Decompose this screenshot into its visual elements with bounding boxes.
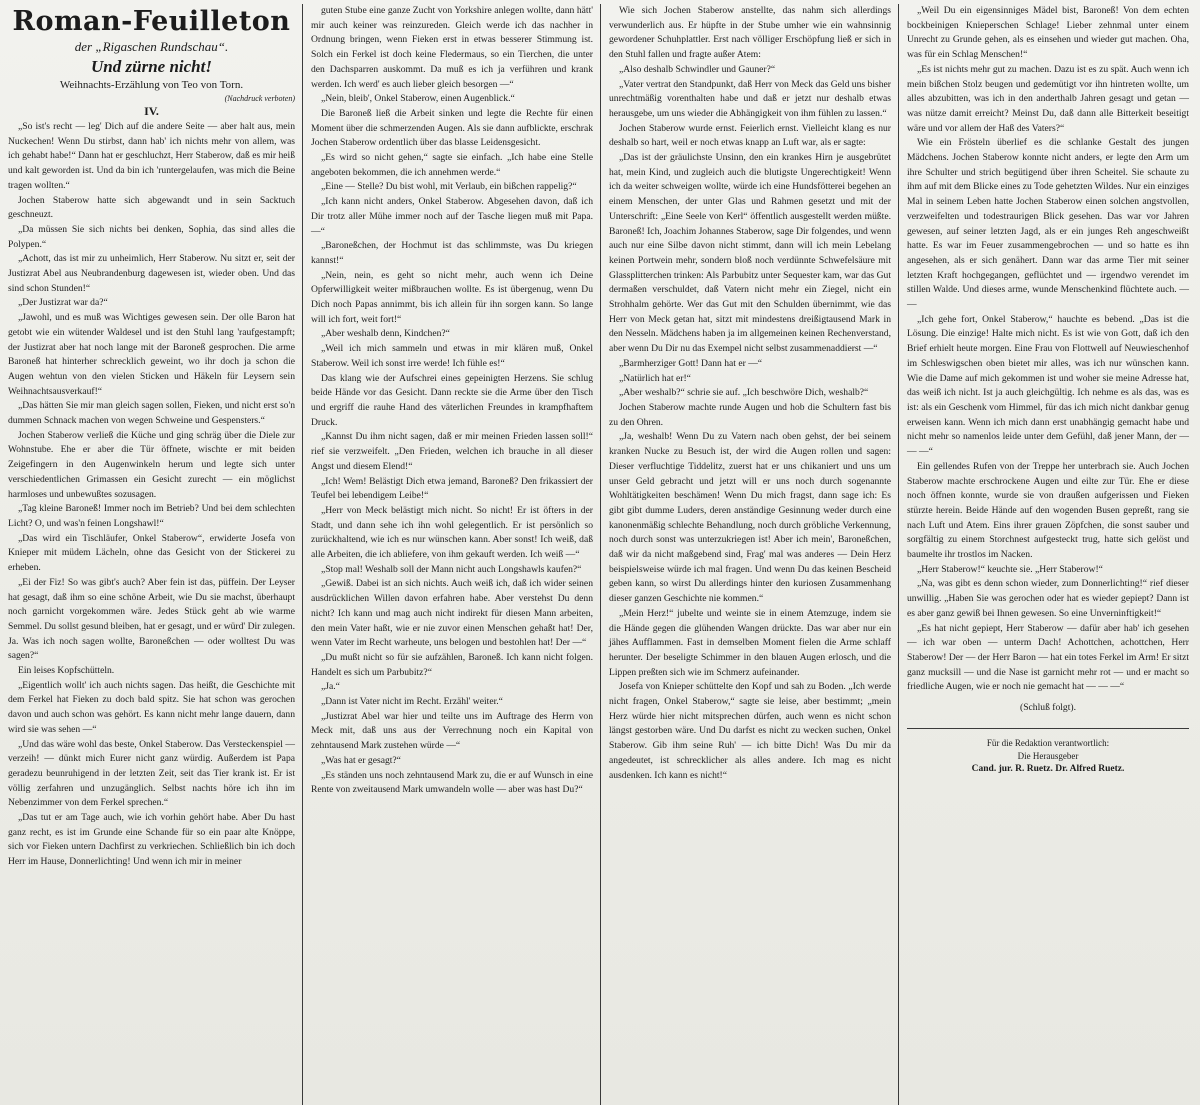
paragraph: „Na, was gibt es denn schon wieder, zum Donnerlichting!“ rief dieser unwillig. „Haben Sie was gerochen oder hat es wieder gepiept? Dann ist es aber ganz gewiß bei Ihnen gewesen. So eine Unverninftigkeit!“ bbox=[907, 578, 1189, 619]
paragraph: „Das tut er am Tage auch, wie ich vorhin gehört habe. Aber Du hast ganz recht, es ist im Grunde eine Schande für so ein paar alte Knöppe, sich vor Fieken untern Dachfirst zu verkriechen. Schließlich bin ich doch Herr im Hause, Donnerlichting! Und wenn ich mir in meiner bbox=[8, 812, 295, 868]
paragraph: „Es hat nicht gepiept, Herr Staberow — dafür aber hab' ich gesehen — ich war oben — unterm Dach! Achottchen, achottchen, Herr Staberow! Der — der Herr Baron — hat ein totes Ferkel im Arm! Er sitzt ganz mucksill — und die Nase ist garnicht mehr rot — und er macht so friedliche Augen, wie er noch nie gemacht hat — — —“ bbox=[907, 622, 1189, 693]
paragraph: „Ich gehe fort, Onkel Staberow,“ hauchte es bebend. „Das ist die Lösung. Die einzige! Halte mich nicht. Es ist wie von Gott, daß ich den Brief erhielt heute morgen. Eine Frau von Flottwell auf Neuwieschenhof im Schleswigschen oben bietet mir alles, was ich nur wünschen kann. Wie die Dame auf mich gekommen ist und woher sie meine Adresse hat, das weiß ich nicht. Ist ja auch gleichgültig. Ich nehme es als das, was es ist: als ein Geschenk vom Himmel, für das ich mich nicht dankbar genug erweisen kann. Wenn ich mich dann erst unabhängig gemacht habe und nicht mehr so namenlos leide unter dem Gefühl, daß jener Mann, der — — —“ bbox=[907, 313, 1189, 458]
paragraph: „Das hätten Sie mir man gleich sagen sollen, Fieken, und nicht erst so'n dummen Schnack machen von wegen Schweine und Gespensters.“ bbox=[8, 400, 295, 427]
paragraph: Jochen Staberow machte runde Augen und hob die Schultern fast bis zu den Ohren. bbox=[609, 401, 891, 428]
conclusion-note: (Schluß folgt). bbox=[1020, 702, 1076, 714]
paragraph: „Jawohl, und es muß was Wichtiges gewesen sein. Der olle Baron hat getobt wie ein wütender Waldesel und ist den Stuhl lang 'raufgestampft; der Justizrat aber hat noch lange mit der Baroneß gesprochen. Die arme Baroneß hat hinterher schrecklich geweint, wo ihr doch ja schon die Augen wehtun von den vielen Sticken und Häkeln für Leysern sein Weihnachtsausverkauf!“ bbox=[8, 312, 295, 397]
paragraph: „Aber weshalb?“ schrie sie auf. „Ich beschwöre Dich, weshalb?“ bbox=[619, 387, 869, 399]
paragraph: „Herr Staberow!“ keuchte sie. „Herr Staberow!“ bbox=[917, 563, 1103, 575]
paragraph: Wie ein Frösteln überlief es die schlanke Gestalt des jungen Mädchens. Jochen Staberow konnte nicht anders, er legte den Arm um ihre Schulter und strich begütigend über ihren Scheitel. Sie schaute zu ihm auf mit dem Blicke eines zu Tode gehetzten Wildes. Nur ein einziges Mal in seinem Leben hatte Jochen Staberow einen solchen angstvollen, verzweifelten und todestraurigen Blick gesehen. Das war vor Jahren gewesen, auf seiner letzten Jagd, als er ein junges Reh angeschweißt hatte. Es war im Feuer zusammengebrochen — und so hatte es ihn angesehen, als er sich genähert. Dann war das arme Tier mit seiner letzten Kraft hochgegangen, geflüchtet und — irgendwo verendet im stillen Walde. Und dieses arme, wunde Menschenkind flüchtete auch. — — bbox=[907, 137, 1189, 311]
paragraph: „Ja.“ bbox=[321, 681, 340, 693]
masthead-title: Roman-Feuilleton bbox=[12, 6, 291, 37]
paragraph: Jochen Staberow wurde ernst. Feierlich ernst. Vielleicht klang es nur deshalb so hart, weil er noch etwas knapp an Luft war, als er sagte: bbox=[609, 122, 891, 149]
column-4 bbox=[898, 4, 1196, 1105]
story-title: Und zürne nicht! bbox=[91, 57, 212, 76]
paragraph: „Barmherziger Gott! Dann hat er —“ bbox=[619, 357, 763, 369]
chapter-number: IV. bbox=[144, 104, 159, 118]
paragraph: „Weil Du ein eigensinniges Mädel bist, Baroneß! Von dem echten bockbeinigen Knieperschen Schlage! Lieber zehnmal unter einem Unrecht zu Grunde gehen, als es einsehen und wieder gut machen. Oha, was für ein Schlag Menschen!“ bbox=[907, 5, 1189, 61]
paragraph: „Was hat er gesagt?“ bbox=[321, 754, 401, 766]
paragraph: Jochen Staberow hatte sich abgewandt und in sein Sacktuch geschneuzt. bbox=[8, 194, 295, 221]
paragraph: Die Baroneß ließ die Arbeit sinken und legte die Rechte für einen Moment über die schmerzenden Augen. Als sie dann aufblickte, erschrak Jochen Staberow ordentlich über das blasse Leidensgesicht. bbox=[311, 107, 593, 149]
paragraph: „Vater vertrat den Standpunkt, daß Herr von Meck das Geld uns bisher unrechtmäßig vorenthalten habe und daß er jetzt nur deshalb etwas herausgebe, um uns wieder die Abhängigkeit von ihm fühlen zu lassen.“ bbox=[609, 78, 891, 119]
paragraph: „Und das wäre wohl das beste, Onkel Staberow. Das Versteckenspiel — verzeih! — dünkt mich Eurer nicht ganz würdig. Außerdem ist Papa geradezu beunruhigend in der letzten Zeit, seit das Tier krank ist. Er ist völlig zerfahren und unzugänglich. Selbst nachts höre ich ihn im Nebenzimmer von dem Ferkel sprechen.“ bbox=[8, 738, 295, 809]
paragraph: „Herr von Meck belästigt mich nicht. So nicht! Er ist öfters in der Stadt, und dann sehe ich ihn wohl gelegentlich. Er ist persönlich so zurückhaltend, wie ich es nur wünschen kann. Aber sonst! Ich weiß, daß alle Arbeiten, die ich abliefere, von ihm gekauft werden. Ich weiß —“ bbox=[311, 504, 593, 561]
paragraph: „Kannst Du ihm nicht sagen, daß er mir meinen Frieden lassen soll!“ rief sie verzweifelt. „Den Frieden, welchen ich brauche in all dieser Angst und diesem Elend!“ bbox=[311, 431, 593, 472]
paragraph: „Ich kann nicht anders, Onkel Staberow. Abgesehen davon, daß ich Dir trotz aller Mühe immer noch auf der Tasche liegen muß mit Papa. —“ bbox=[311, 196, 593, 237]
paragraph: „Da müssen Sie sich nichts bei denken, Sophia, das sind alles die Polypen.“ bbox=[8, 223, 295, 250]
paragraph: „Das ist der gräulichste Unsinn, den ein krankes Hirn je ausgebrütet hat, mein Kind, und zugleich auch die blutigste Ungerechtigkeit! Wenn ich da weiter schweigen wollte, würde ich eine Hundsfötterei begehen an einem Menschen, der unter Glas und Rahmen gesetzt und mit der Unterschrift: „Eine Seele von Kerl“ öffentlich ausgestellt werden müßte. Baroneß! Ich, Joachim Johannes Staberow, sage Dir folgendes, und wenn auch nur eine Silbe davon nicht stimmt, dann will ich mein Lebelang keinen Portwein mehr, sondern bloß noch verdünnte Schwefelsäure mit Glassplitterchen trinken: Als Parbubitz unter Sequester kam, war das Gut dermaßen verschuldet, daß Vatern nicht mehr ein Ziegel, nicht ein Strohhalm gehörte. Wer das Gut mit den Schulden übernimmt, wie das Herr von Meck getan hat, sitzt mit mindestens dreißigtausend Mark in den Nesseln. Mädchens haben ja im allgemeinen keinen Rechenverstand, aber wenn Du Dir nu das Exempel nicht selbst zusammenaddierst —“ bbox=[609, 152, 891, 355]
paragraph: „Weil ich mich sammeln und etwas in mir klären muß, Onkel Staberow. Weil ich sonst irre werde! Ich fühle es!“ bbox=[311, 343, 593, 369]
paragraph: „Mein Herz!“ jubelte und weinte sie in einem Atemzuge, indem sie die Hände gegen die glühenden Wangen drückte. Das war aber nur ein jähes Aufflammen. Fast in demselben Moment fielen die Arme schlaff herunter. Der beseligte Schimmer in den blauen Augen erlosch, und die Lippen preßten sich wie im Schmerz aufeinander. bbox=[609, 607, 891, 678]
paragraph: „Es ständen uns noch zehntausend Mark zu, die er auf Wunsch in eine Rente von zweitausend Mark umwandeln wolle — aber was hast Du?“ bbox=[311, 769, 593, 796]
paragraph: „Justizrat Abel war hier und teilte uns im Auftrage des Herrn von Meck mit, daß uns aus der Verrechnung noch ein Kapital von zehntausend Mark zustehen würde —“ bbox=[311, 710, 593, 752]
column-3 bbox=[600, 4, 898, 1105]
paragraph: Ein gellendes Rufen von der Treppe her unterbrach sie. Auch Jochen Staberow machte erschrockene Augen und eilte zur Tür. Ehe er diese noch öffnen konnte, wurde sie von draußen aufgerissen und Fieken stürzte herein. Beide Hände auf den wogenden Busen gepreßt, rang sie nach Luft und Atem. Eins ihrer grauen Zöpfchen, die sonst sauber und sorgfältig zu einem Storchnest aufgesteckt trug, hatte sich gelöst und baumelte ihr trostlos im Nacken. bbox=[907, 460, 1189, 561]
imprint-publishers: Die Herausgeber bbox=[1017, 750, 1079, 761]
paragraph: „Eigentlich wollt' ich auch nichts sagen. Das heißt, die Geschichte mit dem Ferkel hat Fieken zu doch bald spitz. Sie hat schon was gerochen davon und auch schon was gehört. Es kann nicht mehr lange dauern, dann wird sie was sehen —“ bbox=[8, 679, 295, 735]
paragraph: „Du mußt nicht so für sie aufzählen, Baroneß. Ich kann nicht folgen. Handelt es sich um Parbubitz?“ bbox=[311, 651, 593, 678]
paragraph: „Dann ist Vater nicht im Recht. Erzähl' weiter.“ bbox=[321, 696, 503, 708]
divider bbox=[907, 728, 1189, 729]
imprint-names: Cand. jur. R. Ruetz. Dr. Alfred Ruetz. bbox=[971, 763, 1125, 774]
paragraph: „Eine — Stelle? Du bist wohl, mit Verlaub, ein bißchen rappelig?“ bbox=[321, 181, 577, 193]
column-1 bbox=[4, 4, 302, 1105]
paragraph: „Gewiß. Dabei ist an sich nichts. Auch weiß ich, daß ich wider seinen ausdrücklichen Willen davon erfahren habe. Aber verstehst Du denn nicht? Ich kann und mag auch nicht indirekt für diesen Mann arbeiten, den mein Vater haßt, wie er nie zuvor einen Menschen gehaßt hat! Der, wenn Vater im Recht warheute, uns belogen und bestohlen hat! Der —“ bbox=[311, 578, 593, 649]
paragraph: guten Stube eine ganze Zucht von Yorkshire anlegen wollte, dann hätt' mir auch keiner was reinzureden. Gleich werde ich das nachher in Ordnung bringen, wenn Fieken erst in etwas besserer Stimmung ist. Solch ein Ferkel ist doch keine Fledermaus, so ein Tierchen, die unter den Dachsparren auskommt. Da muß es ich ja verführen und krank werden. Ich werd' es auch lieber gleich besorgen —“ bbox=[311, 5, 593, 90]
paragraph: Das klang wie der Aufschrei eines gepeinigten Herzens. Sie schlug beide Hände vor das Gesicht. Dann reckte sie die Arme über den Tisch und ergriff die rauhe Hand des väterlichen Freundes in krampfhaftem Druck. bbox=[311, 372, 593, 428]
column-text bbox=[609, 4, 891, 783]
masthead-source: der „Rigaschen Rundschau“. bbox=[74, 39, 229, 54]
column-text bbox=[311, 4, 593, 798]
paragraph: Wie sich Jochen Staberow anstellte, das nahm sich allerdings verwunderlich aus. Er hüpfte in der Stube umher wie ein wahnsinnig gewordener Schuhplattler. Erst nach völliger Erschöpfung ließ er sich in den Stuhl fallen und fragte außer Atem: bbox=[609, 5, 891, 61]
paragraph: „Baroneßchen, der Hochmut ist das schlimmste, was Du kriegen kannst!“ bbox=[311, 240, 593, 266]
paragraph: Josefa von Knieper schüttelte den Kopf und sah zu Boden. „Ich werde nicht fragen, Onkel Staberow,“ sagte sie leise, aber bestimmt; „mein Herz würde hier nicht mitsprechen dürfen, auch wenn es nicht schon längst gestorben wäre. Und Du darfst es nicht zu wecken suchen, Onkel Staberow. Gib ihm seine Ruh' — ich bitte Dich! Was Du mir da angedeutet, ist schrecklicher als alles andere. Ich mag es nicht ausdenken. Ich kann es nicht!“ bbox=[609, 681, 891, 781]
paragraph: „Stop mal! Weshalb soll der Mann nicht auch Longshawls kaufen?“ bbox=[321, 563, 582, 575]
imprint-responsible: Für die Redaktion verantwortlich: bbox=[986, 737, 1110, 748]
paragraph: „Ich! Wem! Belästigt Dich etwa jemand, Baroneß? Den frikassiert der Teufel bei lebendigem Leibe!“ bbox=[311, 475, 593, 502]
columns bbox=[4, 4, 1196, 1105]
paragraph: „Es ist nichts mehr gut zu machen. Dazu ist es zu spät. Auch wenn ich mein bißchen Stolz beugen und gedemütigt vor ihn hintreten wollte, um alles abzubitten, was ich in den anderthalb Jahren gesagt und getan — was nütze damit erreicht? Meinst Du, daß dann alle Bitterkeit beseitigt wäre und vor allem der Haß des Vaters?“ bbox=[907, 63, 1189, 134]
paragraph: „Aber weshalb denn, Kindchen?“ bbox=[321, 328, 450, 340]
column-text bbox=[907, 4, 1189, 695]
paragraph: „Das wird ein Tischläufer, Onkel Staberow“, erwiderte Josefa von Knieper mit müdem Lächeln, ohne das Gesicht von der Stickerei zu erheben. bbox=[8, 532, 295, 574]
paragraph: „So ist's recht — leg' Dich auf die andere Seite — aber halt aus, mein Nuckechen! Wenn Du stirbst, dann hab' ich nichts mehr von allem, was ich gehabt habe!“ Dann hat er geschluchzt, Herr Staberow, daß es mir heiß und kalt geworden ist. Und da bin ich 'runtergelaufen, was mich die Beine tragen wollten.“ bbox=[8, 121, 295, 191]
column-text bbox=[8, 120, 295, 870]
paragraph: „Es wird so nicht gehen,“ sagte sie einfach. „Ich habe eine Stelle angeboten bekommen, die ich annehmen werde.“ bbox=[311, 152, 593, 178]
column-2 bbox=[302, 4, 600, 1105]
story-subtitle: Weihnachts-Erzählung von Teo von Torn. bbox=[59, 79, 244, 91]
paragraph: „Der Justizrat war da?“ bbox=[18, 297, 108, 309]
paragraph: „Nein, bleib', Onkel Staberow, einen Augenblick.“ bbox=[321, 93, 515, 105]
paragraph: Jochen Staberow verließ die Küche und ging schräg über die Diele zur Wohnstube. Ehe er aber die Tür öffnete, wischte er mit beiden Zeigefingern in den Augenwinkeln herum und legte sich unter verschiedentlichen Grimassen ein Gesicht zurecht — ein möglichst harmloses und unbewußtes sozusagen. bbox=[8, 429, 295, 500]
paragraph: Ein leises Kopfschütteln. bbox=[18, 665, 115, 677]
paragraph: „Achott, das ist mir zu unheimlich, Herr Staberow. Nu sitzt er, seit der Justizrat Abel aus Neubrandenburg dagewesen ist, wieder oben. Und das sind schon Stunden!“ bbox=[8, 253, 295, 294]
paragraph: „Tag kleine Baroneß! Immer noch im Betrieb? Und bei dem schlechten Licht? O, und was'n feinen Longshawl!“ bbox=[8, 503, 295, 529]
paragraph: „Also deshalb Schwindler und Gauner?“ bbox=[619, 63, 776, 75]
reprint-note: (Nachdruck verboten) bbox=[224, 94, 295, 103]
paragraph: „Ei der Fiz! So was gibt's auch? Aber fein ist das, püffein. Der Leyser hat gesagt, daß ihm so eine schöne Arbeit, wie Du sie machst, überhaupt noch garnicht vorgekommen wäre. Jedes Stück geht ab wie warme Semmel. Du sollst gesund bleiben, hat er gesagt, und er würd' Dir zulegen. Ja. Was ich noch sagen wollte, Baroneßchen — oder wolltest Du was sagen?“ bbox=[8, 576, 295, 662]
paragraph: „Natürlich hat er!“ bbox=[619, 372, 691, 384]
paragraph: „Nein, nein, es geht so nicht mehr, auch wenn ich Deine Opferwilligkeit weiter mißbrauchen wollte. Es ist übergenug, wenn Du Dich noch Papas annimmt, bis ich allein für ihn sorgen kann. So lange will ich fort, weit fort!“ bbox=[311, 269, 593, 325]
paragraph: „Ja, weshalb! Wenn Du zu Vatern nach oben gehst, der bei seinem kranken Nucke zu Besuch ist, der wird die Augen rollen und sagen: Dieser verfluchtige Tiddelitz, zuerst hat er uns chikaniert und uns um unser Geld gebracht und jetzt will er uns noch durch sogenannte Wohltätigkeiten beschämen! Wenn Du mich fragst, dann sage ich: Es gibt gibt dumme Luders, deren anständige Gesinnung weder durch eine kanonenmäßig schlechte Behandlung, noch durch gröbliche Verkennung, noch durch sonst was unterzukriegen ist! Aber ich mein', Baroneßchen, daß wir da nicht maßgebend sind, Frag' mal was anderes — Dein Herz beispielsweise würde ich mal fragen. Und wenn Du das keinen Bescheid geben kann, so wirst Du allerdings hinter den kuriosen Zusammenhang dieser ganzen Geschichte nie kommen.“ bbox=[609, 431, 891, 605]
imprint bbox=[907, 737, 1189, 776]
